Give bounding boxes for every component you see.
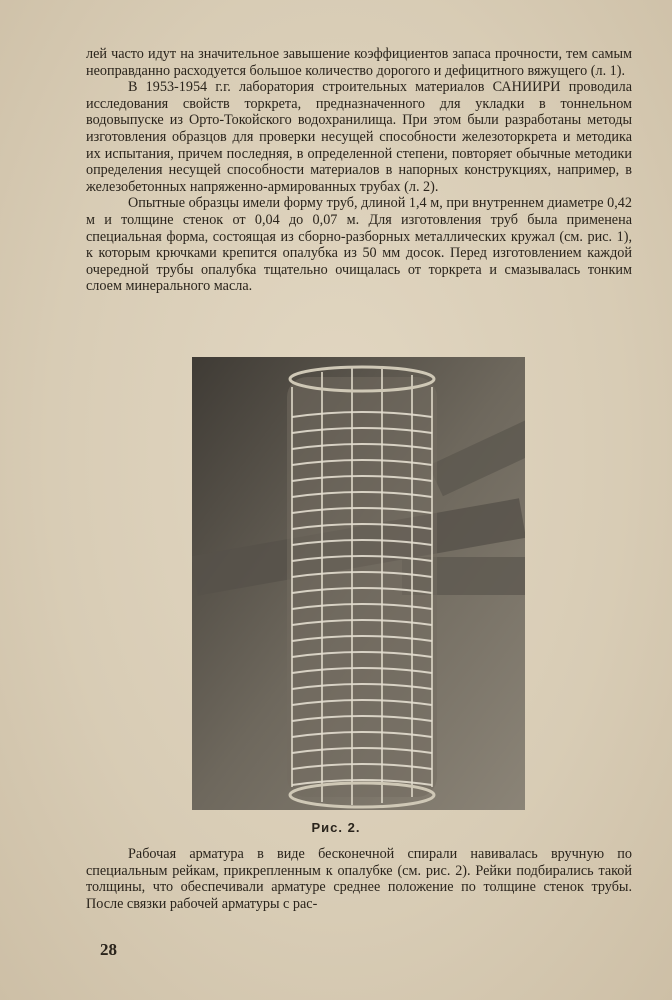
text-block-top <box>86 46 632 295</box>
photo-illustration <box>192 357 525 810</box>
paragraph-3: Опытные образцы имели форму труб, длиной 1,4 м, при внутреннем диаметре 0,42 м и толщине стенок от 0,04 до 0,07 м. Для изготовления труб была применена специальная форма, состоящая из сборно-разборных металлических кружал (см. рис. 1), к которым крючками крепится опалубка из 50 мм досок. Перед изготовлением каждой очередной трубы опалубка тщательно очищалась от торкрета и смазывалась тонким слоем минерального масла. <box>86 195 632 295</box>
reinforcement-cage-photo <box>192 357 525 810</box>
figure-caption: Рис. 2. <box>311 820 361 835</box>
text-block-bottom <box>86 846 632 912</box>
page-number: 28 <box>100 940 117 959</box>
paragraph-4: Рабочая арматура в виде бесконечной спирали навивалась вручную по специальным рейкам, прикрепленным к опалубке (см. рис. 2). Рейки подбирались такой толщины, что обеспечивали арматуре среднее положение по толщине стенок трубы. После связки рабочей арматуры с рас- <box>86 846 632 912</box>
paragraph-2: В 1953-1954 г.г. лаборатория строительных материалов САНИИРИ проводила исследования свойств торкрета, предназначенного для укладки в тоннельном водовыпуске из Орто-Токойского водохранилища. При этом были разработаны методы изготовления образцов для проверки несущей способности железоторкрета и методика их испытания, причем последняя, в определенной степени, повторяет обычные методики определения несущей способности материалов в напорных конструкциях, например, в железобетонных напряженно-армированных трубах (л. 2). <box>86 79 632 195</box>
paragraph-1: лей часто идут на значительное завышение коэффициентов запаса прочности, тем самым неоправданно расходуется большое количество дорогого и дефицитного вяжущего (л. 1). <box>86 46 632 79</box>
